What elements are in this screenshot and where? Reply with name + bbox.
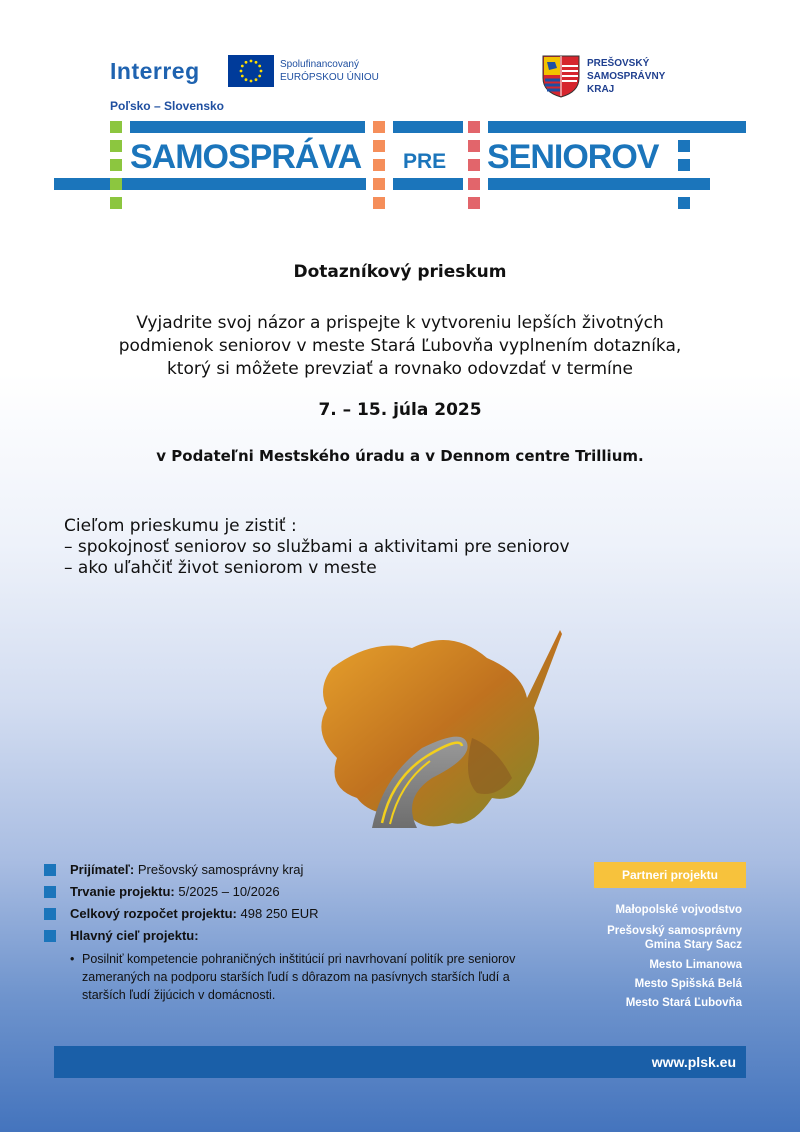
goal-text: Posilniť kompetencie pohraničných inštitúcií pri navrhovaní politík pre seniorov zameraných na podporu starších ľudí s dôrazom na pasívnych starších ľudí a starších ľudí žijúcich v domácnosti. (82, 952, 516, 1002)
program-name: Poľsko – Slovensko (110, 99, 224, 113)
banner-bar-top-3 (488, 121, 746, 133)
partner-item: Mesto Stará Ľubovňa (625, 997, 742, 1009)
goal-line-1: Cieľom prieskumu je zistiť : (64, 516, 297, 536)
intro-line-2: podmienok seniorov v meste Stará Ľubovňa vyplnením dotazníka, (118, 336, 682, 356)
eu-line-2: EURÓPSKOU ÚNIOU (280, 72, 379, 83)
banner-square (373, 140, 385, 152)
banner-square (373, 159, 385, 171)
banner-word-samosprava: SAMOSPRÁVA (130, 138, 362, 176)
banner-square (678, 140, 690, 152)
bullet-square-icon (44, 930, 56, 942)
banner-bar-top-1 (130, 121, 365, 133)
recipient-label: Prijímateľ: (70, 862, 135, 877)
website-link[interactable]: www.plsk.eu (651, 1054, 736, 1070)
banner-square (110, 159, 122, 171)
banner-word-pre: PRE (403, 150, 447, 173)
survey-place: v Podateľni Mestského úradu a v Dennom centre Trillium. (156, 447, 644, 465)
banner-square (373, 197, 385, 209)
region-line-2: SAMOSPRÁVNY (587, 71, 666, 82)
survey-title: Dotazníkový prieskum (293, 262, 507, 282)
autumn-road-leaf-image (312, 628, 562, 833)
banner-square (678, 197, 690, 209)
bullet-square-icon (44, 886, 56, 898)
goal-bullet (70, 950, 520, 1004)
footer-bar (54, 1046, 746, 1078)
bullet-square-icon (44, 864, 56, 876)
intro-line-1: Vyjadrite svoj názor a prispejte k vytvoreniu lepších životných (136, 313, 664, 333)
banner-square (110, 121, 122, 133)
banner-square (468, 121, 480, 133)
partner-item: Prešovský samosprávny (607, 925, 742, 937)
bullet-dot-icon: • (70, 952, 75, 966)
goal-label: Hlavný cieľ projektu: (70, 928, 199, 943)
info-goal (44, 928, 524, 950)
budget-value: 498 250 EUR (240, 906, 319, 921)
banner-square (468, 178, 480, 190)
region-line-1: PREŠOVSKÝ (587, 58, 650, 69)
goal-line-3: – ako uľahčiť život seniorom v meste (64, 558, 377, 578)
banner-bar-bottom-2 (393, 178, 463, 190)
banner-bar-bottom-3 (488, 178, 710, 190)
partner-item: Mesto Limanowa (649, 959, 742, 971)
interreg-logo: Interreg (110, 58, 200, 84)
partner-item: Małopolské vojvodstvo (615, 904, 742, 916)
eu-line-1: Spolufinancovaný (280, 59, 359, 70)
coat-of-arms-icon (541, 54, 581, 98)
banner-square (110, 197, 122, 209)
survey-intro (0, 312, 800, 381)
info-budget (44, 906, 524, 928)
info-recipient (44, 862, 524, 884)
partner-item: Gmina Stary Sacz (644, 939, 742, 951)
eu-cofinanced-text (280, 58, 379, 84)
duration-value: 5/2025 – 10/2026 (178, 884, 280, 899)
region-line-3: KRAJ (587, 84, 615, 95)
info-duration (44, 884, 524, 906)
region-name (587, 57, 665, 96)
intro-line-3: ktorý si môžete prevziať a rovnako odovzdať v termíne (166, 359, 634, 379)
banner-square (110, 178, 122, 190)
survey-goal (64, 516, 570, 579)
eu-flag-icon (228, 55, 274, 87)
banner-square (678, 159, 690, 171)
banner-bar-top-2 (393, 121, 463, 133)
recipient-value: Prešovský samosprávny kraj (137, 862, 304, 877)
partner-item: Mesto Spišská Belá (634, 978, 742, 990)
goal-line-2: – spokojnosť seniorov so službami a aktivitami pre seniorov (64, 537, 570, 557)
duration-label: Trvanie projektu: (70, 884, 175, 899)
banner-square (468, 140, 480, 152)
project-info (44, 862, 524, 950)
banner-square (468, 159, 480, 171)
survey-dates: 7. – 15. júla 2025 (318, 400, 482, 420)
partners-list (540, 902, 742, 1012)
banner-square (468, 197, 480, 209)
partners-heading: Partneri projektu (594, 862, 746, 888)
banner-bar-bottom-1 (54, 178, 366, 190)
budget-label: Celkový rozpočet projektu: (70, 906, 237, 921)
banner-square (110, 140, 122, 152)
banner-square (373, 178, 385, 190)
bullet-square-icon (44, 908, 56, 920)
banner-word-seniorov: SENIOROV (487, 138, 659, 176)
banner-square (373, 121, 385, 133)
